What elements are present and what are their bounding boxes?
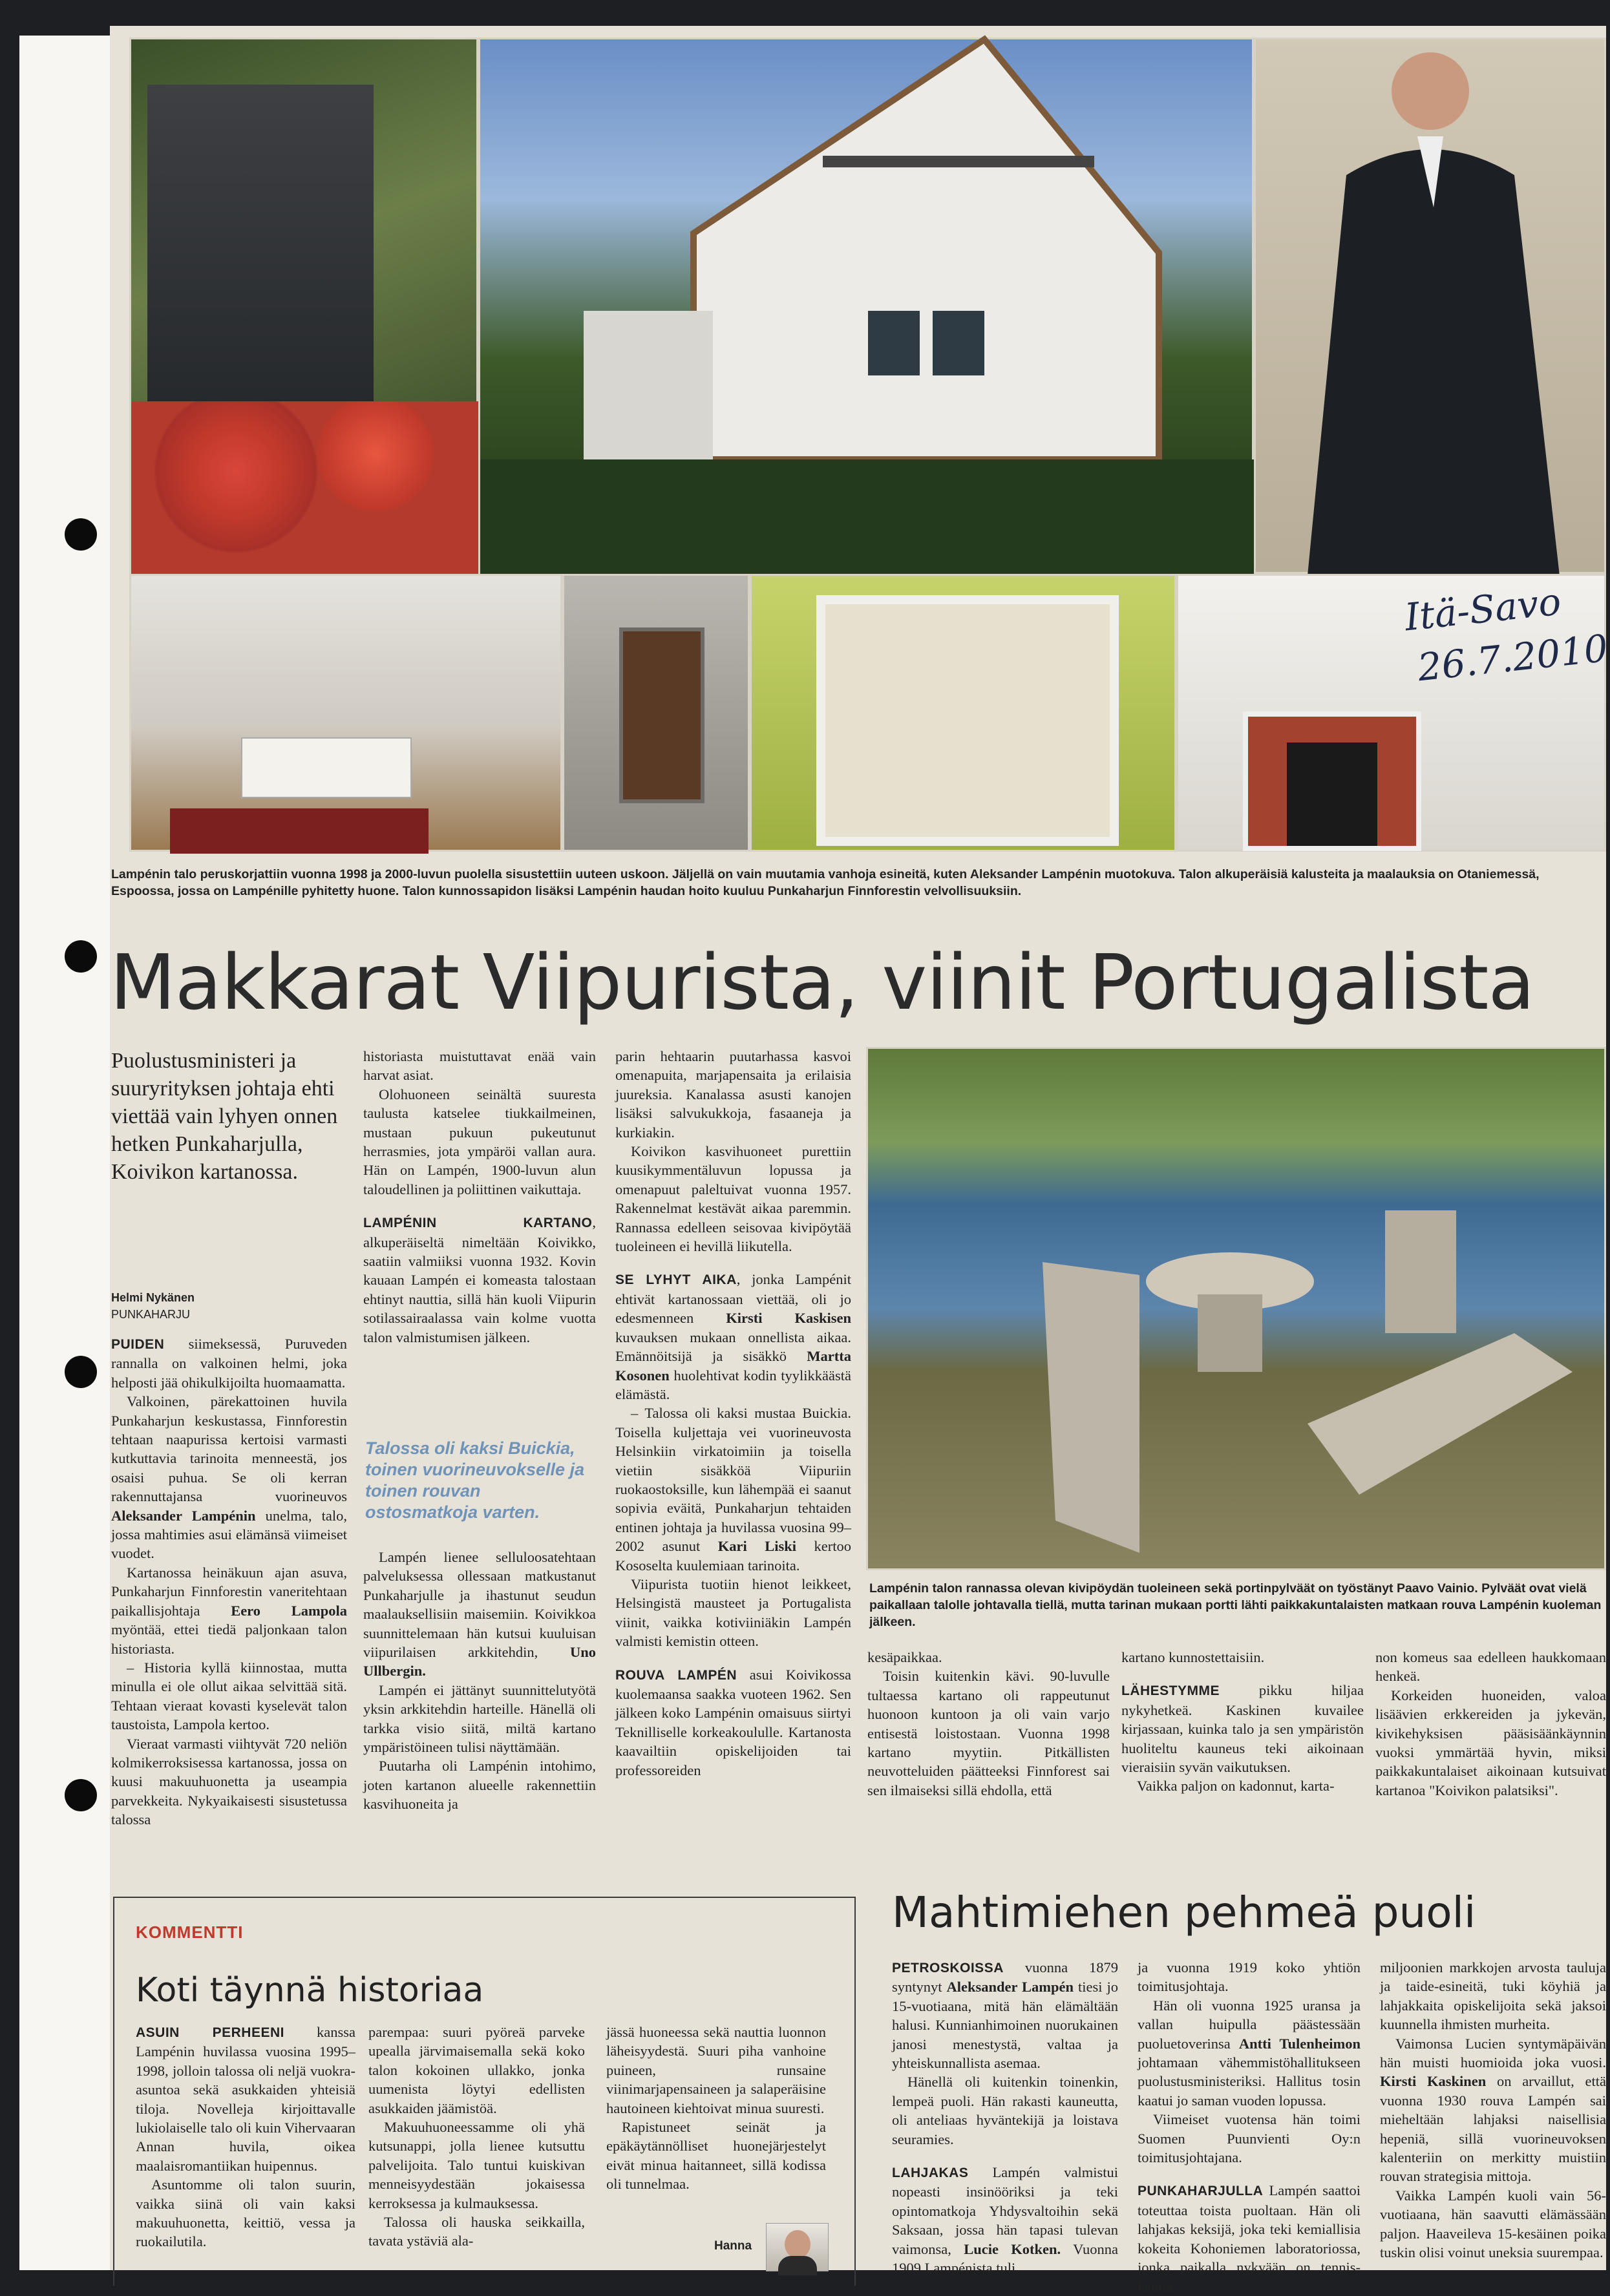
sidebar-column-3 (1380, 1958, 1606, 2262)
paragraph: , jonka Lampénit ehtivät kartanossaan viettää, oli jo edesmenneen (615, 1271, 851, 1327)
handwritten-paper-name: Itä-Savo (1403, 579, 1563, 640)
comment-column-1 (136, 2023, 355, 2251)
paragraph: asui Koivikossa kuolemaansa saakka vuoteen 1962. Sen jälkeen koko Lampénin omaisuus siirtyi Teknilliselle korkeakoululle. Kartanosta kaavailtiin opiskelijoiden tai professoreiden (615, 1666, 852, 1778)
paragraph: Olohuoneen seinältä suuresta taulusta katselee tiukkailmeinen, mustaan pukuun pukeutunut herrasmies, jota ympäröi vallan aura. Hän on Lampén, 1900-luvun alun taloudellinen ja poliittinen vaikuttaja. (363, 1086, 596, 1197)
grave-photo (129, 37, 478, 574)
paragraph: Lampén valmistui nopeasti insinööriksi ja teki opintomatkoja Yhdysvaltoihin sekä Saksaan, jossa hän tapasi tulevan vaimonsa, (892, 2164, 1118, 2257)
paragraph: miljoonien markkojen arvosta tauluja ja taide-esineitä, tuki köyhiä ja lahjakkaita opiskelijoita sekä jaksoi kuunnella ihmisten murheita. (1380, 1959, 1606, 2033)
name-bold: Eero Lampola (231, 1602, 347, 1619)
lead-paragraph: Puolustusministeri ja suuryrityksen johtaja ehti viettää vain lyhyen onnen hetken Punkaharjulla, Koivikon kartanossa. (111, 1049, 338, 1184)
paragraph: Viimeiset vuotensa hän toimi Suomen Puunvienti Oy:n toimitusjohtajana. (1138, 2111, 1361, 2166)
paragraph: Koivikon kasvihuoneet purettiin kuusikymmentäluvun lopussa ja omenapuut paleltuivat vuonna 1957. Rakennelmat kestävät aikaa paremmin. Rannassa edelleen seisovaa kivipöytää tuoleineen ei hevillä liikutella. (615, 1143, 851, 1255)
paragraph: Hänellä oli kuitenkin toinenkin, lempeä puoli. Hän rakasti kauneutta, oli anteliaas hyväntekijä ja loistava seuramies. (892, 2074, 1118, 2147)
paragraph: Asuntomme oli talon suurin, vaikka siinä oli vain kaksi makuuhuonetta, keittiö, vessa ja ruokailutila. (136, 2176, 355, 2250)
comment-title: Koti täynnä historiaa (136, 1971, 484, 2010)
byline-author: Helmi Nykänen (111, 1291, 195, 1304)
mirror (816, 595, 1119, 846)
article-column-3 (615, 1047, 851, 1780)
newspaper-clipping (110, 26, 1610, 2295)
punch-hole (65, 940, 97, 973)
paragraph: vuonna 1879 syntynyt (892, 1959, 1118, 1996)
villa-exterior-photo (478, 37, 1254, 574)
sidebar-column-1 (892, 1958, 1118, 2278)
paragraph: historiasta muistuttavat enää vain harvat asiat. (363, 1048, 596, 1084)
paragraph: parin hehtaarin puutarhassa kasvoi omenapuita, marjapensaita ja erilaisia juureksia. Kanalassa asusti kanojen lisäksi salvukukkoja, fasaaneja ja kurkiakin. (615, 1048, 851, 1141)
paragraph: kartano kunnostettaisiin. (1121, 1649, 1265, 1665)
name-bold: Martta Kosonen (615, 1348, 851, 1384)
paragraph: Vaimonsa Lucien syntymäpäivän hän muisti huomioida joka vuosi. (1380, 2035, 1606, 2071)
paragraph: – Historia kyllä kiinnostaa, mutta minulla ei ole ollut aikaa selvittää sitä. Tehtaan vieraat kovasti kyselevät talon taustoista, Lampola kertoo. (111, 1659, 347, 1733)
name-bold: Uno Ullbergin. (363, 1644, 596, 1680)
paragraph: kanssa Lampénin huvilassa vuosina 1995–1998, jolloin talossa oli neljä vuokra-asuntoa sekä asukkaiden yhteisiä tiloja. Novelleja kirjoittavalle lukiolaiselle talo oli kuin Vihervaaran Annan huvila, oikea maalaisromantiikan huipennus. (136, 2024, 355, 2174)
paragraph: Viipurista tuotiin hienot leikkeet, Helsingistä mausteet ja Portugalista viinit, vaikka kotiviiniäkin Lampén valmisti kemistin otteen. (615, 1575, 851, 1650)
bedroom-photo (750, 574, 1176, 852)
pull-quote: Talossa oli kaksi Buickia, toinen vuorineuvokselle ja toinen rouvan ostosmatkoja varten. (365, 1438, 585, 1522)
article-column-4 (867, 1648, 1110, 1800)
paragraph: Rapistuneet seinät ja epäkäytännölliset huonejärjestelyt eivät minua haitanneet, sillä kodissa oli tunnelmaa. (606, 2119, 826, 2193)
name-bold: Kari Liski (717, 1538, 797, 1555)
comment-label: KOMMENTTI (136, 1922, 244, 1942)
living-room-photo (129, 574, 562, 852)
subhead-lead: SE LYHYT AIKA (615, 1272, 737, 1288)
paragraph: myöntää, ettei tiedä paljonkaan talon historiasta. (111, 1621, 347, 1657)
fireplace-photo (1176, 574, 1610, 852)
punch-hole (65, 1356, 97, 1388)
paragraph: johtamaan vähemmistöhallitukseen puolustusministeriksi. Hallitus tosin kaatui jo saman vuoden lopussa. (1138, 2054, 1361, 2109)
paragraph: Toisin kuitenkin kävi. 90-luvulle tultaessa kartano oli rappeutunut huonoon kuntoon ja oli vain varjo entisestä loistostaan. Vuonna 1998 kartano myytiin. Pitkällisten neuvotteluiden päätteeksi Finnforest sai sen ilmaiseksi sillä ehdolla, että (867, 1668, 1110, 1798)
portrait-figure (1256, 39, 1608, 576)
paragraph: Valkoinen, pärekattoinen huvila Punkaharjun keskustassa, Finnforestin tehtaan naapurissa kertoisi varmasti kutkuttavia tarinoita menneestä, jos osaisi puhua. Se oli kerran rakennuttajansa vuorineuvos (111, 1393, 347, 1505)
subhead-lead: PUNKAHARJULLA (1138, 2184, 1264, 2199)
subhead-lead: PETROSKOISSA (892, 1961, 1004, 1975)
handwritten-date: 26.7.2010 (1415, 626, 1610, 690)
paragraph: Lampén lienee selluloosatehtaan palveluksessa ollessaan matkustanut Punkaharjulle ja ihastunut seudun maalauksellisiin maisemiin. Koivikkoa suunnittelemaan hän kutsui kuuluisan viipurilaisen arkkitehdin, (363, 1549, 596, 1661)
name-bold: Antti Tulenheimon (1238, 2035, 1361, 2052)
article-column-6 (1375, 1648, 1606, 1800)
wooden-door (619, 627, 704, 803)
paragraph: kertoo Kososelta kuulemiaan tarinoita. (615, 1538, 851, 1574)
paragraph: Korkeiden huoneiden, valoa lisäävien erkkereiden ja jykevän, kivikehyksisen pääsisäänkäynnin vuoksi ymmärtää hyvin, miksi paikkakuntalaiset aikoinaan kutsuivat kartanoa "Koivikon palatsiksi". (1375, 1687, 1606, 1798)
article-column-1 (111, 1334, 347, 1829)
paragraph: tiesi jo 15-vuotiaana, mitä hän elämältään halusi. Kunnianhimoinen nuorukainen janosi menestystä, valtaa ja yhteiskunnallista asemaa. (892, 1979, 1118, 2072)
punch-hole (65, 518, 97, 551)
author-photo (766, 2223, 829, 2271)
article-column-5 (1121, 1648, 1364, 1796)
comment-column-2 (368, 2023, 585, 2251)
photo-caption-stone: Lampénin talon rannassa olevan kivipöydän tuoleineen sekä portinpylväät on työstänyt Paavo Vainio. Pylväät ovat vielä paikallaan talolle johtavalla tiellä, mutta tarinan mukaan portti lähti paikkakuntalaisten matkaan rouva Lampénin kuoleman jälkeen. (869, 1581, 1602, 1629)
paragraph: Kartanossa heinäkuun ajan asuva, Punkaharjun Finnforestin vaneritehtaan paikallisjohtaja (111, 1564, 347, 1619)
paragraph: on arvaillut, että vuonna 1930 rouva Lampén sai mieheltään lahjaksi naisellisia hepeniä, sillä vuorineuvoksen kalenteriin on merkitty muistiin rouvan strategisia mittoja. (1380, 2073, 1606, 2185)
byline-place: PUNKAHARJU (111, 1308, 191, 1321)
front-door-photo (562, 574, 750, 852)
subhead-lead: LÄHESTYMME (1121, 1683, 1220, 1699)
paragraph: pikku hiljaa nykyhetkeä. Kaskinen kuvailee kirjassaan, kuinka talo ja sen ympäristön huoliteltu kauneus teki aikoinaan vieraisiin syvän vaikutuksen. (1121, 1682, 1364, 1776)
paragraph: ja vuonna 1919 koko yhtiön toimitusjohtaja. (1138, 1959, 1361, 1995)
stone-furniture (868, 1049, 1608, 1572)
paragraph: kuvauksen mukaan onnellista aikaa. Emännöitsijä ja sisäkkö (615, 1329, 851, 1365)
stone-table-photo (866, 1047, 1606, 1570)
punch-hole (65, 1779, 97, 1811)
drop-lead: PUIDEN (111, 1337, 165, 1352)
paragraph: kesäpaikkaa. (867, 1649, 942, 1665)
subhead-lead: ASUIN PERHEENI (136, 2025, 284, 2040)
paragraph: Vieraat varmasti viihtyvät 720 neliön kolmikerroksisessa kartanossa, jossa on kuusi makuuhuonetta ja useampia parvekkeita. Nykyaikaisesti sisustetussa talossa (111, 1735, 347, 1828)
red-rug (170, 808, 429, 854)
portrait-photo (1254, 37, 1606, 574)
article-column-2b (363, 1548, 596, 1814)
paragraph: Vaikka Lampén kuoli vain 56-vuotiaana, hän saavutti elämässään paljon. Haaveileva 15-kesäinen poika tuskin olisi voinut uneksia suurempaa. (1380, 2187, 1606, 2261)
gravestone (147, 85, 374, 434)
sidebar-title: Mahtimiehen pehmeä puoli (892, 1888, 1476, 1937)
paragraph: jässä huoneessa sekä nauttia luonnon läheisyydestä. Suuri piha vanhoine puineen, runsaine viinimarjapensaineen ja salaperäisine hautoineen kiehtoivat minua suuresti. (606, 2024, 826, 2116)
paragraph: huolehtivat kodin tyylikkäästä elämästä. (615, 1367, 851, 1402)
paragraph: Lampén saattoi toteuttaa toista puoltaan. Hän oli lahjakas keksijä, joka teki kemiallisia kokeita Kohoniemen laboratoriossa, jonka paikalla nykyään on tenniskenttä. (1138, 2182, 1361, 2295)
name-bold: Lucie Kotken. (964, 2240, 1061, 2257)
paragraph: Lampén ei jättänyt suunnittelutyötä yksin arkkitehdin harteille. Hänellä oli tarkka visio siitä, miltä kartano ympäristöineen tulisi näyttämään. (363, 1681, 596, 1756)
paragraph: , alkuperäiseltä nimeltään Koivikko, saatiin valmiiksi vuonna 1932. Kovin kauaan Lampén ei komeasta talostaan ehtinyt nauttia, sillä hän kuoli Viipurin sotilassairaalassa vain kolme vuotta talon valmistumisen jälkeen. (363, 1214, 596, 1345)
comment-column-3 (606, 2023, 826, 2194)
name-bold: Aleksander Lampénin (111, 1507, 256, 1524)
fireplace (1243, 711, 1421, 851)
paragraph: siimeksessä, Puruveden rannalla on valkoinen helmi, joka helposti jää ohikulkijoilta huomaamatta. (111, 1336, 347, 1391)
red-flowers (131, 401, 480, 576)
subhead-lead: LAHJAKAS (892, 2165, 969, 2181)
white-cabinet (241, 737, 412, 798)
paragraph: unelma, talo, jossa mahtimies asui elämänsä viimeiset vuodet. (111, 1507, 347, 1562)
paragraph: parempaa: suuri pyöreä parveke upealla järvimaisemalla sekä koko talon kokoinen ullakko, jonka uumenista löytyi edellisten asukkaiden jäämistöä. (368, 2024, 585, 2116)
paragraph: Vaikka paljon on kadonnut, karta- (1137, 1778, 1335, 1795)
comment-signature: Hanna (714, 2239, 752, 2253)
headline: Makkarat Viipurista, viinit Portugalista (110, 938, 1534, 1027)
villa-drawing (480, 39, 1256, 576)
sidebar-column-2 (1138, 1958, 1361, 2296)
name-bold: Kirsti Kaskisen (726, 1310, 851, 1327)
subhead-lead: LAMPÉNIN KARTANO (363, 1216, 593, 1231)
paragraph: non komeus saa edelleen haukkomaan henkeä. (1375, 1649, 1606, 1685)
paragraph: Makuuhuoneessamme oli yhä kutsunappi, jolla lienee kutsuttu palvelijoita. Talo tuntui kuiskivan menneisyydestään jokaisessa kerroksessa ja kulmauksessa. (368, 2119, 585, 2211)
name-bold: Aleksander Lampén (946, 1979, 1074, 1996)
photo-caption-top: Lampénin talo peruskorjattiin vuonna 1998 ja 2000-luvun puolella sisustettiin uuteen uskoon. Jäljellä on vain muutamia vanhoja esineitä, kuten Aleksander Lampénin muotokuva. Talon alkuperäisiä kalusteita ja maalauksia on Otaniemessä, Espoossa, jossa on Lampénille pyhitetty huone. Talon kunnossapidon lisäksi Lampénin haudan hoito kuuluu Punkaharjun Finnforestin velvollisuuksiin. (111, 867, 1540, 898)
paragraph: Puutarha oli Lampénin intohimo, joten kartanon alueelle rakennettiin kasvihuoneita ja (363, 1758, 596, 1813)
subhead-lead: ROUVA LAMPÉN (615, 1667, 737, 1683)
article-column-2 (363, 1047, 596, 1347)
byline (111, 1289, 195, 1323)
paragraph: Vuonna 1909 Lampénista tuli (892, 2240, 1118, 2277)
paragraph: Hän oli vuonna 1925 uransa ja vallan huipulla päästessään puoluetoverinsa (1138, 1997, 1361, 2052)
paragraph: – Talossa oli kaksi mustaa Buickia. Toisella kuljettaja vei vuorineuvosta Helsinkiin virkatoimiin ja toisella vietiin sisäkköä Viipuriin ruokaostoksille, kun lähempää ei saanut sopivia eväitä, Punkaharjun tehtaiden entinen johtaja ja huvilassa vuosina 99–2002 asunut (615, 1405, 851, 1555)
paragraph: Talossa oli hauska seikkailla, tavata ystäviä ala- (368, 2214, 585, 2249)
name-bold: Kirsti Kaskinen (1380, 2073, 1487, 2090)
